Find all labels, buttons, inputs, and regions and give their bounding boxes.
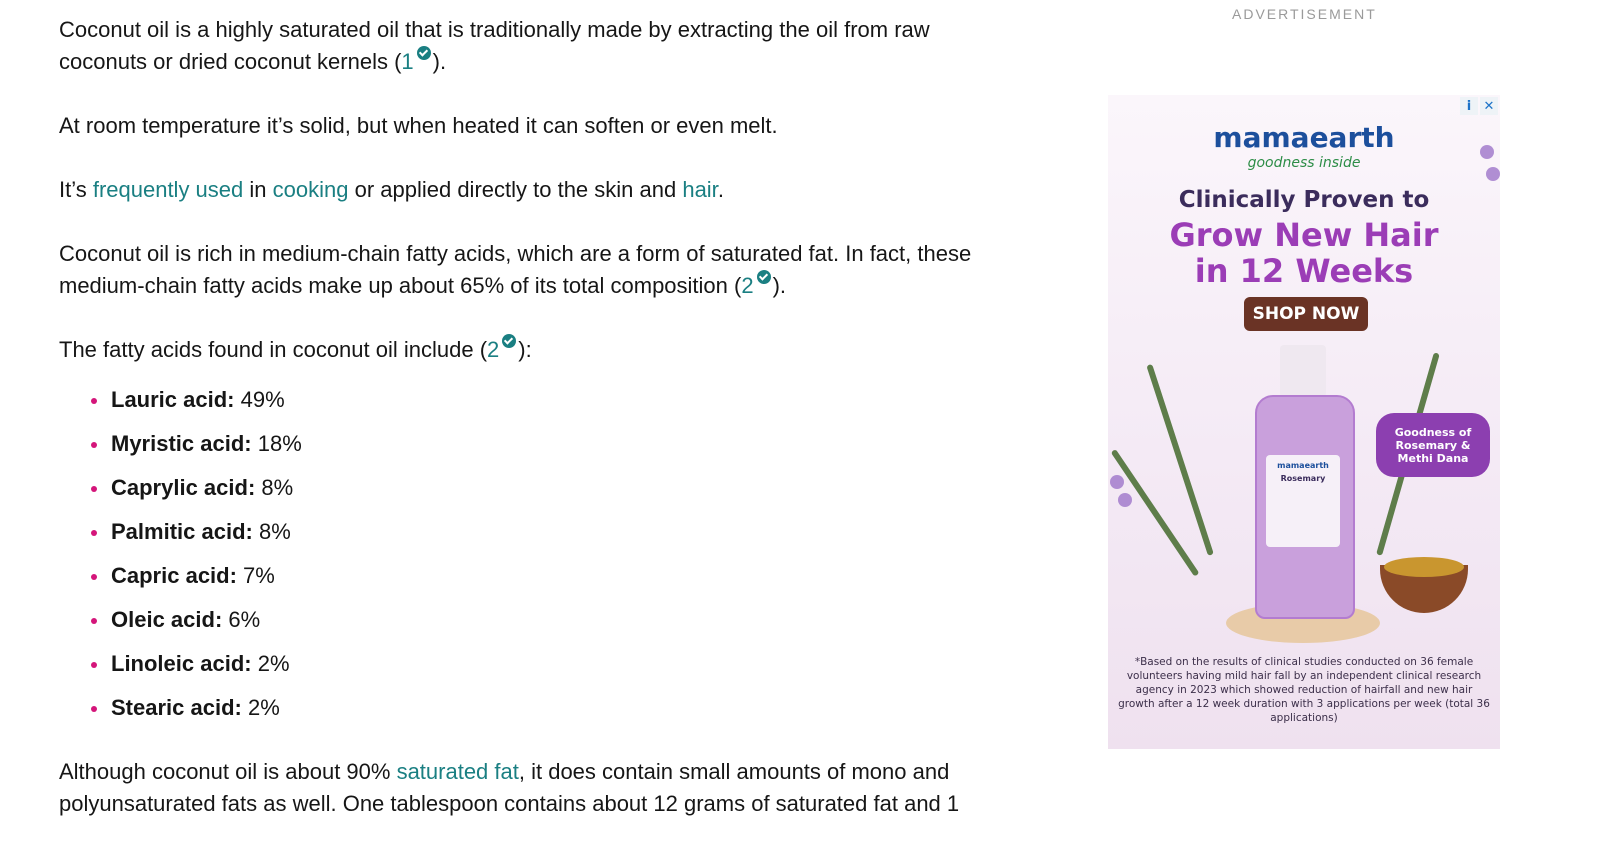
paragraph-saturated	[59, 756, 1019, 820]
ad-controls	[1460, 97, 1498, 115]
fatty-acid-value: 8%	[255, 475, 294, 500]
bottle-cap-image	[1280, 345, 1326, 397]
ingredient-badge: Goodness of Rosemary & Methi Dana	[1376, 413, 1490, 477]
advertisement-label: ADVERTISEMENT	[1232, 6, 1377, 22]
paragraph-text: ):	[518, 337, 532, 362]
list-item	[59, 692, 1019, 736]
list-item	[59, 472, 1019, 516]
bottle-brand: mamaearth	[1277, 461, 1329, 470]
fatty-acid-value: 7%	[236, 563, 275, 588]
ad-brand-logo: mamaearth	[1213, 121, 1395, 154]
list-item	[59, 428, 1019, 472]
verified-check-icon	[502, 334, 516, 348]
paragraph-intro	[59, 14, 1019, 78]
hair-link[interactable]: hair	[682, 177, 718, 202]
fatty-acid-name: Stearic acid:	[111, 695, 242, 720]
saturated-fat-link[interactable]: saturated fat	[396, 759, 519, 784]
list-item	[59, 648, 1019, 692]
paragraph-text: , it does contain small amounts of mono and polyunsaturated fats as well. One tablespoon contains about 12 grams of saturated fat and 1	[59, 759, 960, 816]
citation-link[interactable]: 2	[487, 337, 500, 362]
fatty-acid-name: Myristic acid:	[111, 431, 252, 456]
fatty-acid-name: Linoleic acid:	[111, 651, 252, 676]
paragraph-uses	[59, 174, 1019, 206]
fatty-acid-name: Caprylic acid:	[111, 475, 256, 500]
methi-seeds-image	[1384, 557, 1464, 577]
paragraph-text: Coconut oil is rich in medium-chain fatty acids, which are a form of saturated fat. In fact, these medium-chain fatty acids make up about 65% of its total composition (	[59, 241, 972, 298]
list-item	[59, 604, 1019, 648]
citation-link[interactable]: 2	[741, 273, 754, 298]
paragraph-text: .	[717, 177, 724, 202]
paragraph-text: The fatty acids found in coconut oil include (	[59, 337, 488, 362]
flower-decoration	[1110, 475, 1124, 489]
list-item	[59, 384, 1019, 428]
ad-headline-line: Grow New Hair	[1169, 216, 1439, 254]
paragraph-text: Coconut oil is a highly saturated oil that is traditionally made by extracting the oil from raw coconuts or dried coconut kernels (	[59, 17, 930, 74]
article-body	[59, 14, 1019, 852]
fatty-acid-value: 49%	[234, 387, 285, 412]
info-icon[interactable]: i	[1460, 97, 1478, 115]
ad-headline: Clinically Proven to	[1178, 187, 1430, 213]
ad-banner[interactable]	[1108, 95, 1500, 749]
paragraph-text: ).	[432, 49, 447, 74]
ad-tagline: goodness inside	[1247, 155, 1361, 171]
bottle-label	[1266, 455, 1340, 547]
bottle-product-name: Rosemary	[1280, 474, 1326, 483]
fatty-acid-name: Lauric acid:	[111, 387, 235, 412]
citation-link[interactable]: 1	[401, 49, 414, 74]
fatty-acid-name: Palmitic acid:	[111, 519, 253, 544]
rosemary-leaf-decoration	[1146, 364, 1214, 556]
verified-check-icon	[757, 270, 771, 284]
fatty-acid-value: 2%	[241, 695, 280, 720]
paragraph-mct	[59, 238, 1019, 302]
fatty-acid-name: Capric acid:	[111, 563, 237, 588]
list-item	[59, 516, 1019, 560]
paragraph-text: in	[243, 177, 273, 202]
paragraph-text: Although coconut oil is about 90%	[59, 759, 397, 784]
paragraph-fatty-acids-intro	[59, 334, 1019, 366]
fatty-acid-name: Oleic acid:	[111, 607, 223, 632]
fatty-acid-list	[59, 384, 1019, 736]
fatty-acid-value: 6%	[222, 607, 261, 632]
close-icon[interactable]: ✕	[1480, 97, 1498, 115]
paragraph-text: It’s	[59, 177, 93, 202]
flower-decoration	[1118, 493, 1132, 507]
paragraph-text: ).	[772, 273, 787, 298]
cooking-link[interactable]: cooking	[272, 177, 349, 202]
ad-headline-line: in 12 Weeks	[1194, 252, 1414, 290]
shop-now-button[interactable]: SHOP NOW	[1244, 297, 1368, 331]
fatty-acid-value: 8%	[252, 519, 291, 544]
paragraph-text: or applied directly to the skin and	[348, 177, 683, 202]
fatty-acid-value: 2%	[251, 651, 290, 676]
ad-headline-main	[1108, 217, 1500, 289]
frequently-used-link[interactable]: frequently used	[92, 177, 244, 202]
fatty-acid-value: 18%	[251, 431, 302, 456]
ad-disclaimer: *Based on the results of clinical studies conducted on 36 female volunteers having mild hair fall by an independent clinical research agency in 2023 which showed reduction of hairfall and new hair growth after a 12 week duration with 3 applications per week (total 36 applications)	[1118, 656, 1490, 724]
list-item	[59, 560, 1019, 604]
verified-check-icon	[417, 46, 431, 60]
paragraph-room-temp: At room temperature it’s solid, but when heated it can soften or even melt.	[59, 113, 778, 138]
